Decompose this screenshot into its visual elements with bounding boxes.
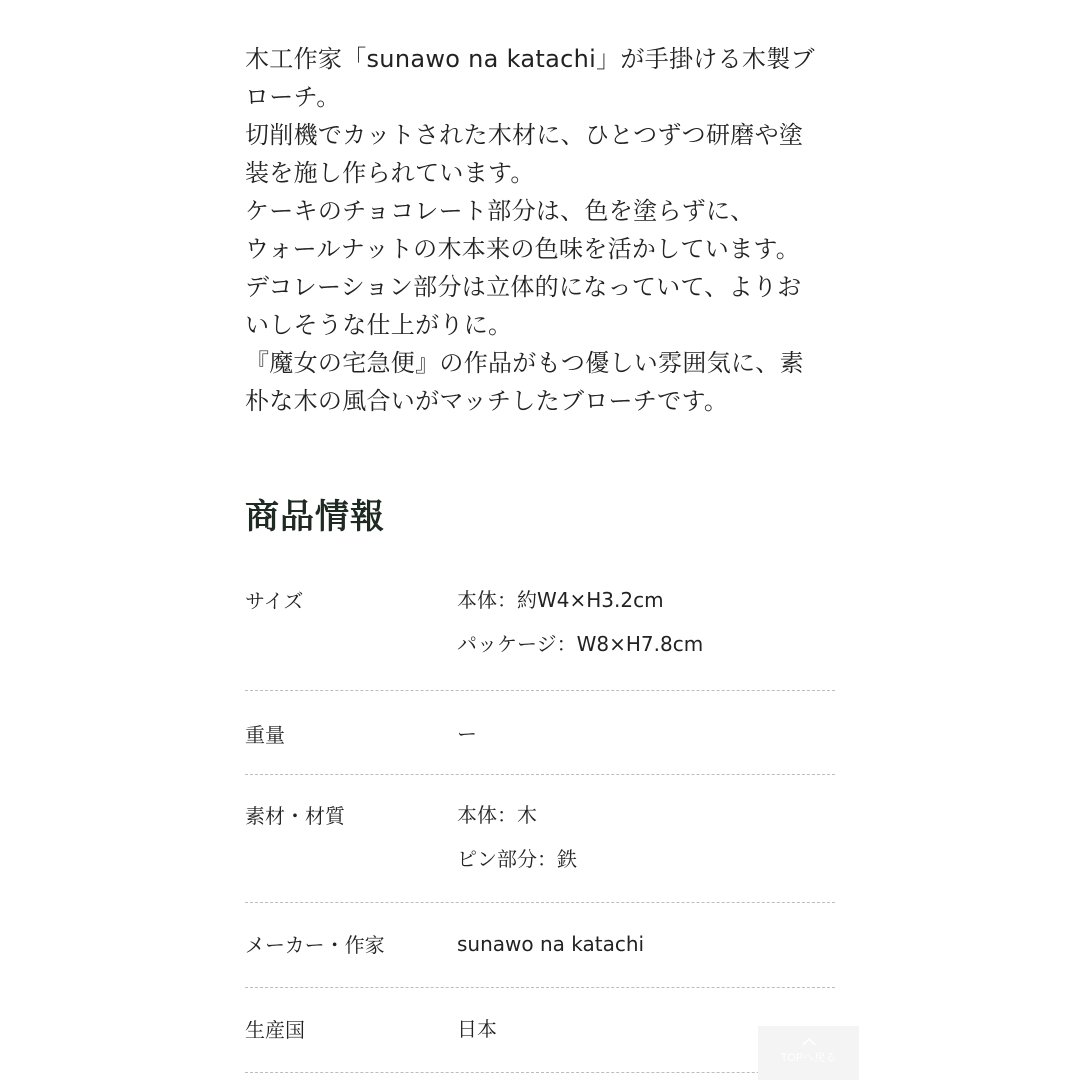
back-to-top-button[interactable] <box>758 1026 859 1080</box>
description-line: 朴な木の風合いがマッチしたブローチです。 <box>245 387 729 415</box>
spec-row-size <box>245 580 835 691</box>
description-line: デコレーション部分は立体的になっていて、よりお <box>245 273 802 301</box>
description-line: ローチ。 <box>245 83 341 111</box>
spec-value: 本体：木 <box>457 803 537 827</box>
spec-row-maker <box>245 903 835 988</box>
spec-label: 重量 <box>245 723 285 747</box>
spec-value: 本体：約W4×H3.2cm <box>457 588 664 612</box>
description-line: ウォールナットの木本来の色味を活かしています。 <box>245 235 801 263</box>
spec-label: メーカー・作家 <box>245 933 385 957</box>
description-line: 装を施し作られています。 <box>245 159 535 187</box>
spec-value: sunawo na katachi <box>457 932 645 956</box>
spec-row-weight <box>245 691 835 775</box>
spec-row-material <box>245 775 835 903</box>
spec-values <box>457 930 835 987</box>
description-line: ケーキのチョコレート部分は、色を塗らずに、 <box>245 197 755 225</box>
description-line: 『魔女の宅急便』の作品がもつ優しい雰囲気に、素 <box>245 349 804 377</box>
spec-values <box>457 801 835 902</box>
spec-label: 素材・材質 <box>245 804 345 828</box>
spec-values <box>457 586 835 690</box>
spec-row-country <box>245 988 835 1073</box>
spec-value: ピン部分：鉄 <box>457 847 577 871</box>
spec-label: 生産国 <box>245 1018 305 1042</box>
chevron-up-icon <box>758 1034 859 1050</box>
product-description <box>245 40 845 420</box>
back-to-top-label: TOPへ戻る <box>780 1052 837 1064</box>
description-line: 切削機でカットされた木材に、ひとつずつ研磨や塗 <box>245 121 804 149</box>
product-info-table <box>245 580 835 1073</box>
spec-values <box>457 720 835 774</box>
product-info-heading: 商品情報 <box>245 497 385 537</box>
spec-value: ー <box>457 722 477 746</box>
spec-value: パッケージ：W8×H7.8cm <box>457 632 704 656</box>
description-line: 木工作家「sunawo na katachi」が手掛ける木製ブ <box>245 45 815 73</box>
description-line: いしそうな仕上がりに。 <box>245 311 513 339</box>
spec-label: サイズ <box>245 589 304 613</box>
spec-value: 日本 <box>457 1017 497 1041</box>
description-text <box>245 40 845 420</box>
